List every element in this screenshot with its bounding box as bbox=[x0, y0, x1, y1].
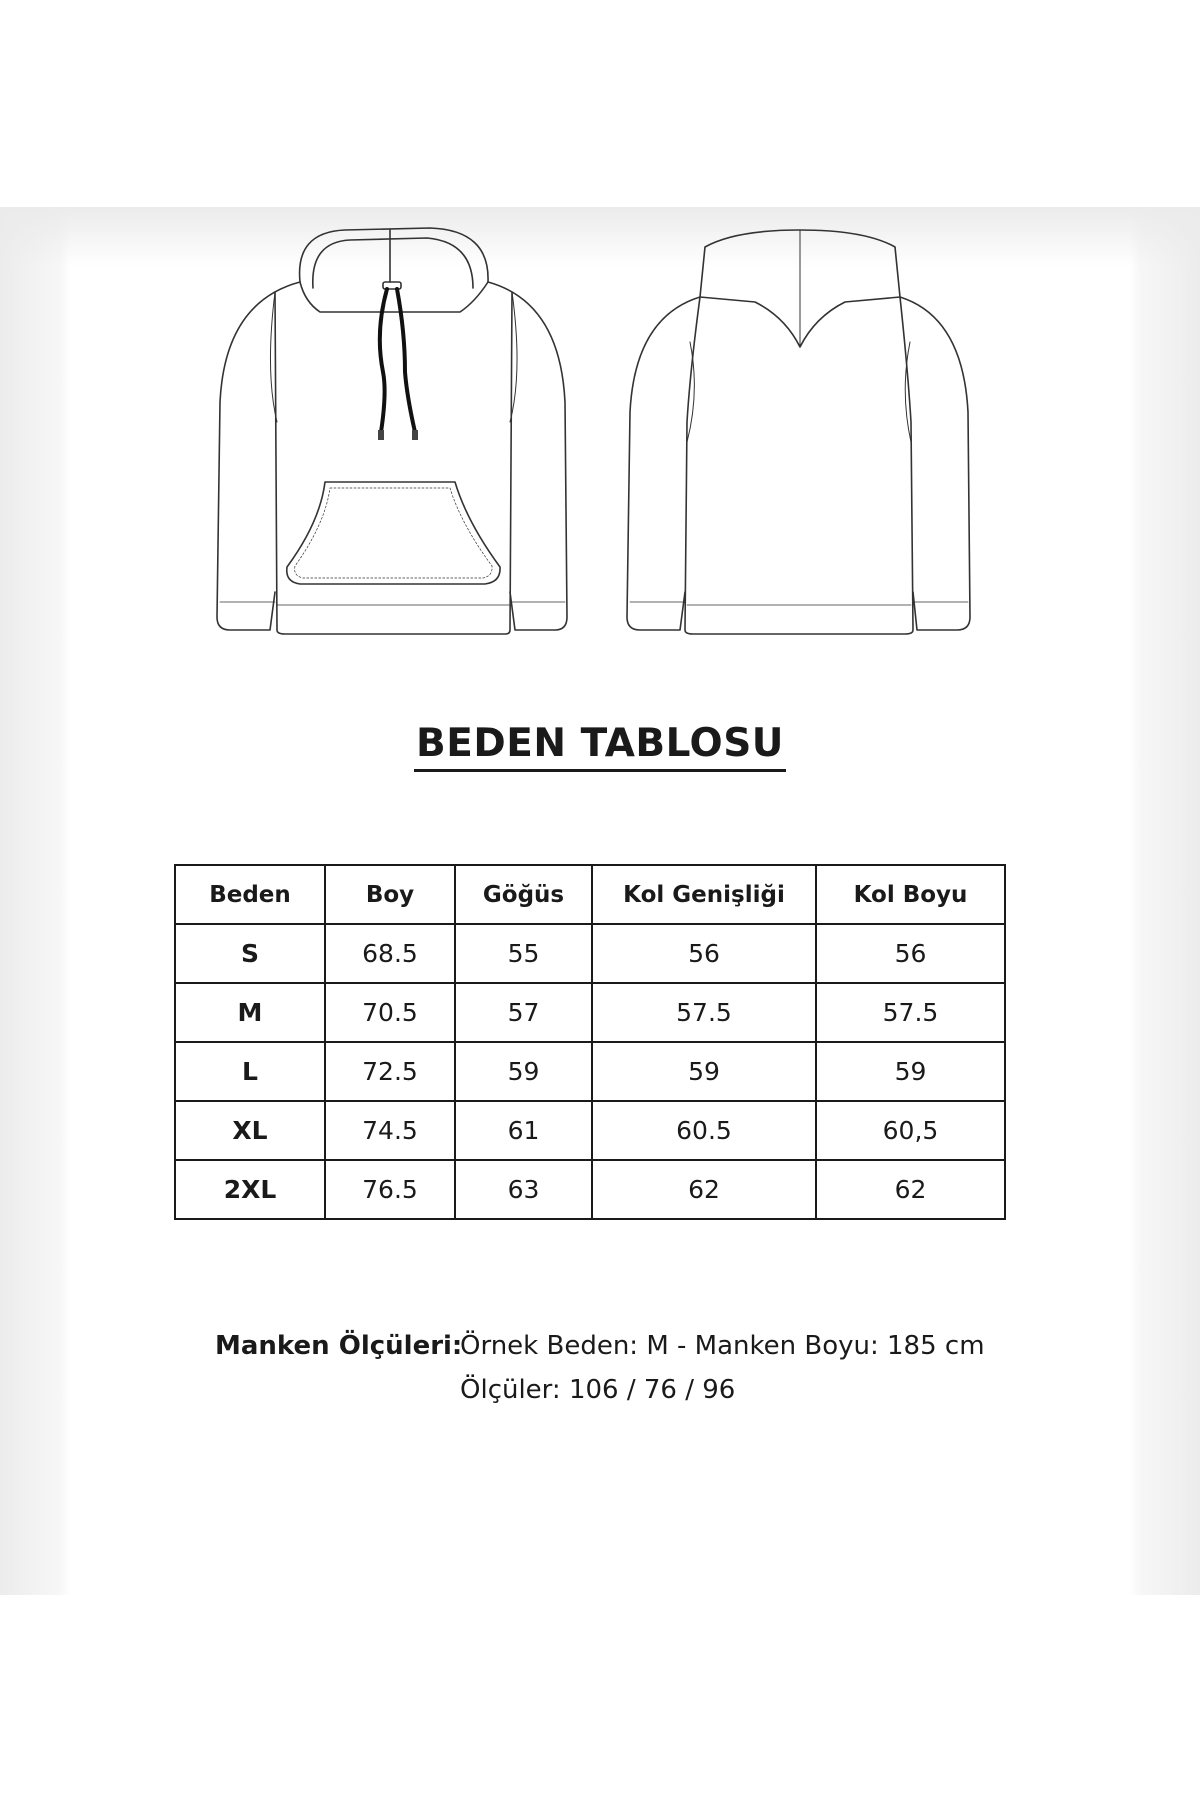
table-cell: 74.5 bbox=[325, 1101, 455, 1160]
table-row bbox=[175, 1160, 1005, 1219]
table-cell: 57.5 bbox=[592, 983, 816, 1042]
column-header-sleeve-length: Kol Boyu bbox=[816, 865, 1005, 924]
table-cell: 57.5 bbox=[816, 983, 1005, 1042]
table-cell: 70.5 bbox=[325, 983, 455, 1042]
table-cell: 60,5 bbox=[816, 1101, 1005, 1160]
model-size-info: Örnek Beden: M - Manken Boyu: 185 cm bbox=[460, 1331, 985, 1361]
table-cell: 68.5 bbox=[325, 924, 455, 983]
size-table bbox=[174, 864, 1006, 1220]
table-row bbox=[175, 924, 1005, 983]
table-cell: 76.5 bbox=[325, 1160, 455, 1219]
hoodie-back-drawing bbox=[627, 230, 970, 634]
column-header-size: Beden bbox=[175, 865, 325, 924]
hoodie-front-drawing bbox=[217, 228, 567, 634]
table-cell: 59 bbox=[592, 1042, 816, 1101]
table-cell: 56 bbox=[816, 924, 1005, 983]
column-header-chest: Göğüs bbox=[455, 865, 592, 924]
table-cell-size: S bbox=[175, 924, 325, 983]
table-row bbox=[175, 1042, 1005, 1101]
table-cell: 57 bbox=[455, 983, 592, 1042]
column-header-sleeve-width: Kol Genişliği bbox=[592, 865, 816, 924]
hoodie-illustration bbox=[205, 222, 1005, 642]
table-cell-size: L bbox=[175, 1042, 325, 1101]
model-measurements-label: Manken Ölçüleri: bbox=[215, 1331, 463, 1361]
table-cell-size: 2XL bbox=[175, 1160, 325, 1219]
page-title: BEDEN TABLOSU bbox=[414, 722, 786, 772]
table-cell: 63 bbox=[455, 1160, 592, 1219]
table-cell: 55 bbox=[455, 924, 592, 983]
table-cell: 60.5 bbox=[592, 1101, 816, 1160]
size-chart-heading bbox=[0, 722, 1200, 772]
column-header-length: Boy bbox=[325, 865, 455, 924]
table-cell: 56 bbox=[592, 924, 816, 983]
table-row bbox=[175, 983, 1005, 1042]
table-cell: 59 bbox=[455, 1042, 592, 1101]
table-cell: 62 bbox=[592, 1160, 816, 1219]
table-header-row bbox=[175, 865, 1005, 924]
table-cell-size: M bbox=[175, 983, 325, 1042]
table-cell: 59 bbox=[816, 1042, 1005, 1101]
model-body-measurements: Ölçüler: 106 / 76 / 96 bbox=[460, 1375, 736, 1405]
table-cell: 61 bbox=[455, 1101, 592, 1160]
table-cell: 72.5 bbox=[325, 1042, 455, 1101]
table-cell: 62 bbox=[816, 1160, 1005, 1219]
table-row bbox=[175, 1101, 1005, 1160]
table-cell-size: XL bbox=[175, 1101, 325, 1160]
